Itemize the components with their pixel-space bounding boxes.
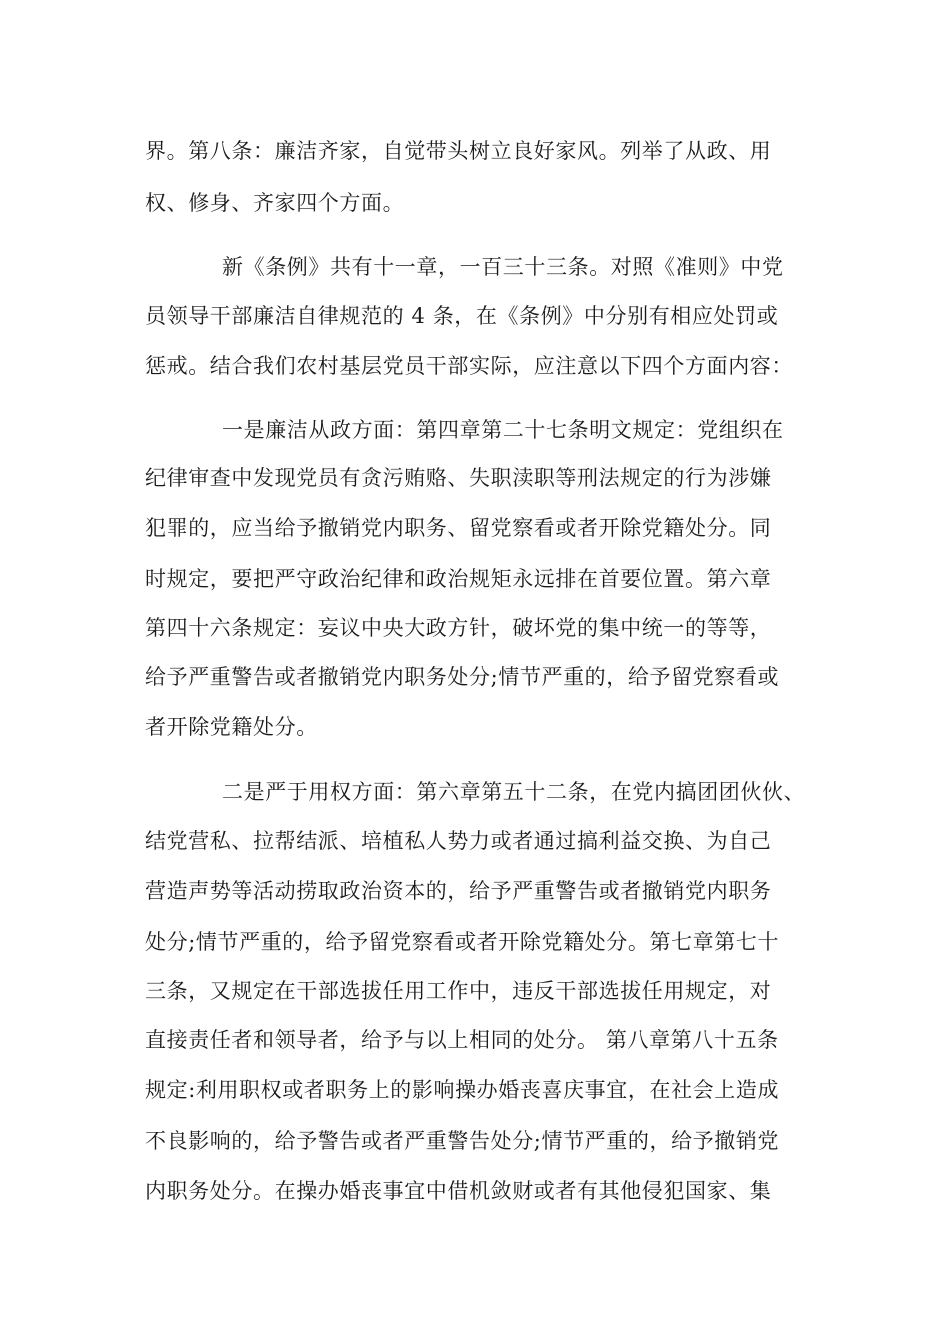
text-line: 规定:利用职权或者职务上的影响操办婚丧喜庆事宜，在社会上造成 <box>145 1078 780 1102</box>
text-line: 惩戒。结合我们农村基层党员干部实际，应注意以下四个方面内容： <box>145 354 793 378</box>
text-line: 纪律审查中发现党员有贪污贿赂、失职渎职等刑法规定的行为涉嫌 <box>145 466 772 490</box>
text-line: 营造声势等活动捞取政治资本的，给予严重警告或者撤销党内职务 <box>145 879 772 903</box>
text-line: 直接责任者和领导者，给予与以上相同的处分。 第八章第八十五条 <box>145 1028 779 1052</box>
text-line: 结党营私、拉帮结派、培植私人势力或者通过搞利益交换、为自己 <box>145 829 772 853</box>
text-line: 给予严重警告或者撤销党内职务处分;情节严重的，给予留党察看或 <box>145 665 780 689</box>
text-line: 第四十六条规定：妄议中央大政方针，破坏党的集中统一的等等， <box>145 616 772 640</box>
text-line: 处分;情节严重的，给予留党察看或者开除党籍处分。第七章第七十 <box>145 930 780 954</box>
text-line: 者开除党籍处分。 <box>145 715 318 739</box>
text-line: 一是廉洁从政方面：第四章第二十七条明文规定：党组织在 <box>222 418 784 442</box>
text-line: 犯罪的，应当给予撤销党内职务、留党察看或者开除党籍处分。同 <box>145 516 772 540</box>
text-line: 内职务处分。在操办婚丧事宜中借机敛财或者有其他侵犯国家、集 <box>145 1179 772 1203</box>
text-line: 权、修身、齐家四个方面。 <box>145 191 405 215</box>
text-line: 界。第八条：廉洁齐家，自觉带头树立良好家风。列举了从政、用 <box>145 139 772 163</box>
text-line: 时规定，要把严守政治纪律和政治规矩永远排在首要位置。第六章 <box>145 567 772 591</box>
text-line: 二是严于用权方面：第六章第五十二条，在党内搞团团伙伙、 <box>222 780 806 804</box>
text-line: 不良影响的，给予警告或者严重警告处分;情节严重的，给予撤销党 <box>145 1129 780 1153</box>
text-line: 三条，又规定在干部选拔任用工作中，违反干部选拔任用规定，对 <box>145 979 772 1003</box>
text-line: 新《条例》共有十一章，一百三十三条。对照《准则》中党 <box>222 255 784 279</box>
text-line: 员领导干部廉洁自律规范的 4 条，在《条例》中分别有相应处罚或 <box>145 304 779 328</box>
